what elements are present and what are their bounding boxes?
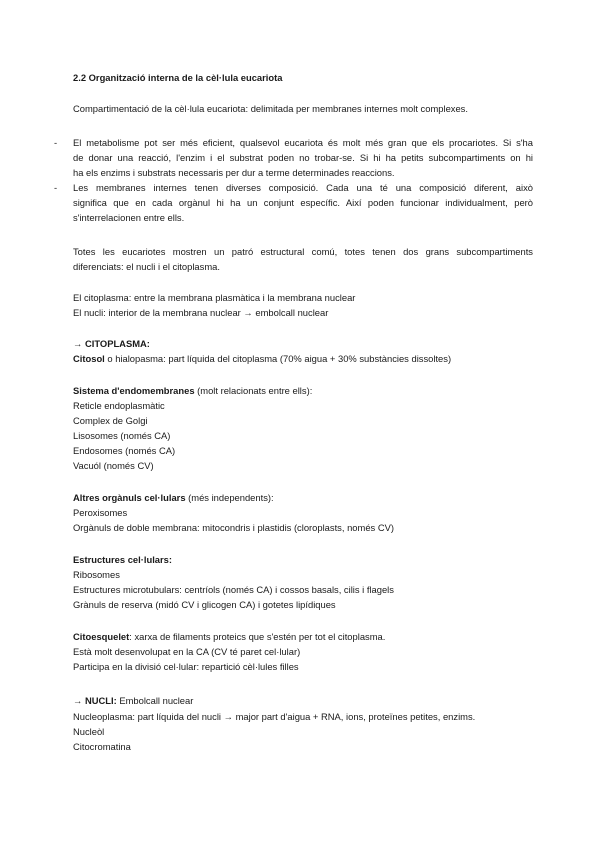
list-item: Reticle endoplasmàtic (73, 400, 165, 411)
citoesquelet-text: : xarxa de filaments proteics que s'estén per tot el citoplasma. (129, 631, 386, 642)
bullet-line: de donar una reacció, l'enzim i el substrat poden no trobar-se. Si hi ha petits subcompartiments on hi (73, 152, 533, 163)
altres-heading (73, 492, 533, 504)
list-item: Lisosomes (només CA) (73, 430, 171, 441)
bullet-line: s'interrelacionen entre ells. (73, 212, 185, 223)
citoesquelet-line (73, 631, 533, 643)
list-item: Participa en la divisió cel·lular: repartició cèl·lules filles (73, 661, 299, 672)
definition-line: El nucli: interior de la membrana nuclear → embolcall nuclear (73, 307, 329, 318)
citosol-text: o hialopasma: part líquida del citoplasma (70% aigua + 30% substàncies dissoltes) (104, 353, 452, 364)
list-item: Ribosomes (73, 569, 120, 580)
list-item: Orgànuls de doble membrana: mitocondris i plastidis (cloroplasts, només CV) (73, 522, 394, 533)
definition-line: El citoplasma: entre la membrana plasmàtica i la membrana nuclear (73, 292, 356, 303)
bullet-line: Les membranes internes tenen diverses composició. Cada una té una composició diferent, això (73, 182, 533, 193)
paragraph-line: Totes les eucariotes mostren un patró estructural comú, totes tenen dos grans subcompartiments (73, 246, 533, 257)
list-item: Està molt desenvolupat en la CA (CV té paret cel·lular) (73, 646, 301, 657)
endomembranes-term: Sistema d'endomembranes (73, 385, 195, 396)
nucli-term: → NUCLI: (73, 695, 117, 706)
list-item: Estructures microtubulars: centríols (només CA) i cossos basals, cilis i flagels (73, 584, 394, 595)
citosol-line (73, 353, 533, 365)
nucli-heading (73, 695, 533, 707)
bullet-line: significa que en cada orgànul hi ha un conjunt específic. Així poden funcionar individualment, però (73, 197, 533, 208)
altres-note: (més independents): (185, 492, 274, 503)
endomembranes-heading (73, 385, 533, 397)
list-item: Citocromatina (73, 741, 131, 752)
estructures-heading: Estructures cel·lulars: (73, 554, 172, 565)
paragraph-line: diferenciats: el nucli i el citoplasma. (73, 261, 220, 272)
nucli-note: Embolcall nuclear (116, 695, 194, 706)
citosol-term: Citosol (73, 353, 105, 364)
intro-line: Compartimentació de la cèl·lula eucariota: delimitada per membranes internes molt complexes. (73, 103, 468, 114)
bullet-line: El metabolisme pot ser més eficient, qualsevol eucariota és molt més gran que els procariotes. Si s'ha (73, 137, 533, 148)
list-item: Nucleoplasma: part líquida del nucli → major part d'aigua + RNA, ions, proteïnes petites, enzims. (73, 711, 476, 722)
list-item: Peroxisomes (73, 507, 128, 518)
citoesquelet-term: Citoesquelet (73, 631, 130, 642)
bullet-line: ha els enzims i substrats necessaris per dur a terme determinades reaccions. (73, 167, 395, 178)
bullet-marker: - (54, 182, 58, 193)
list-item: Grànuls de reserva (midó CV i glicogen CA) i gotetes lipídiques (73, 599, 336, 610)
citoplasma-heading: → CITOPLASMA: (73, 338, 150, 349)
list-item: Complex de Golgi (73, 415, 148, 426)
endomembranes-note: (molt relacionats entre ells): (194, 385, 313, 396)
bullet-marker: - (54, 137, 58, 148)
section-title: 2.2 Organització interna de la cèl·lula eucariota (73, 72, 283, 83)
list-item: Nucleòl (73, 726, 105, 737)
list-item: Vacuól (només CV) (73, 460, 154, 471)
altres-term: Altres orgànuls cel·lulars (73, 492, 186, 503)
list-item: Endosomes (només CA) (73, 445, 176, 456)
